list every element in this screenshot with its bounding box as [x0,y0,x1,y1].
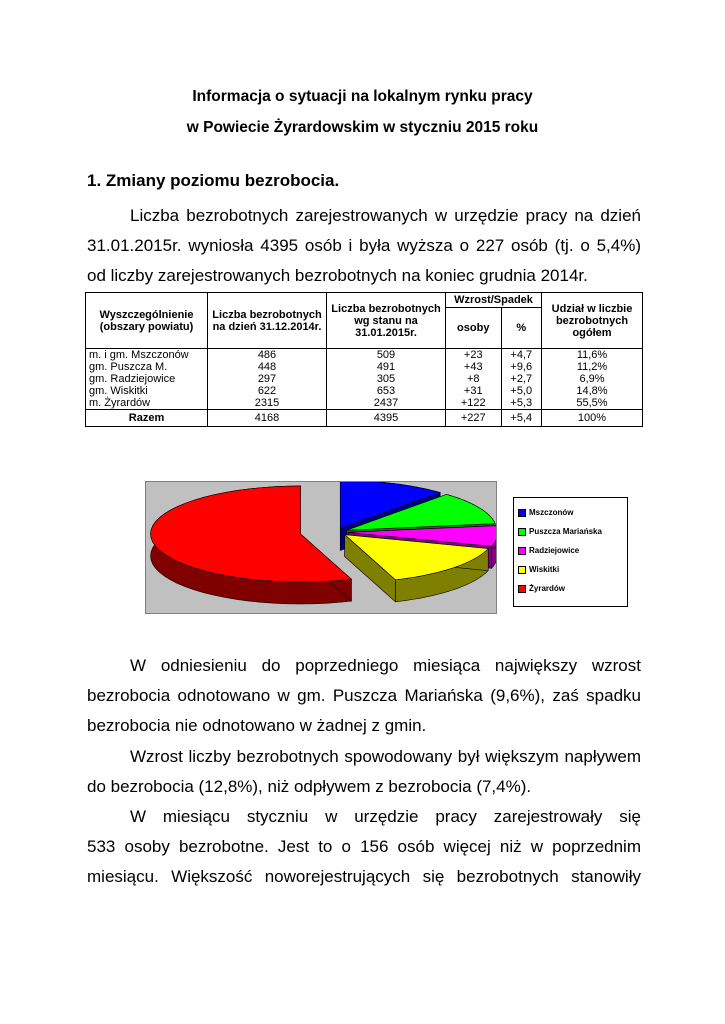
table-row [86,397,643,410]
legend-item [518,584,565,594]
header-change-persons: osoby [446,308,502,349]
cell-share: 55,5% [542,397,643,410]
cell-dec: 448 [208,361,327,373]
cell-pct: +5,0 [501,385,541,397]
cell-dec: 2315 [208,397,327,410]
table-row [86,349,643,362]
legend-swatch [518,585,526,593]
paragraph-4-line: W miesiącu styczniu w urzędzie pracy zarejestrowały się [130,807,641,826]
document-title-line-2: w Powiecie Żyrardowskim w styczniu 2015 roku [186,119,539,136]
cell-area: gm. Wiskitki [86,385,208,397]
paragraph-3 [87,742,641,802]
cell-share: 11,2% [542,361,643,373]
header-area: Wyszczególnienie (obszary powiatu) [86,293,208,349]
paragraph-3-line: Wzrost liczby bezrobotnych spowodowany był większym napływem [130,747,641,766]
total-diff: +227 [446,410,502,427]
table-row [86,373,643,385]
cell-area: gm. Puszcza M. [86,361,208,373]
paragraph-1 [87,201,641,291]
total-pct: +5,4 [501,410,541,427]
cell-share: 14,8% [542,385,643,397]
legend-item [518,565,559,575]
document-title-line-1: Informacja o sytuacji na lokalnym rynku pracy [192,88,533,105]
cell-diff: +43 [446,361,502,373]
table-total-row [86,410,643,427]
table-row [86,385,643,397]
cell-diff: +23 [446,349,502,362]
cell-jan: 491 [327,361,446,373]
legend-label: Puszcza Mariańska [529,527,602,536]
total-share: 100% [542,410,643,427]
cell-share: 11,6% [542,349,643,362]
header-change-percent: % [501,308,541,349]
cell-pct: +4,7 [501,349,541,362]
paragraph-2-line: W odniesieniu do poprzedniego miesiąca największy wzrost [130,656,641,675]
paragraph-2 [87,651,641,741]
cell-diff: +8 [446,373,502,385]
paragraph-1-line: 31.01.2015r. wyniosła 4395 osób i była wyższa o 227 osób (tj. o 5,4%) [87,236,641,255]
paragraph-3-line: do bezrobocia (12,8%), niż odpływem z bezrobocia (7,4%). [87,777,532,796]
legend-item [518,546,579,556]
paragraph-4-line: miesiącu. Większość noworejestrujących się bezrobotnych stanowiły [87,867,641,886]
pie-chart [146,482,496,613]
total-dec: 4168 [208,410,327,427]
total-label: Razem [86,410,208,427]
cell-area: gm. Radziejowice [86,373,208,385]
cell-jan: 509 [327,349,446,362]
unemployment-table [85,292,643,427]
header-jan: Liczba bezrobotnych wg stanu na 31.01.2015r. [327,293,446,349]
cell-pct: +9,6 [501,361,541,373]
legend-label: Mszczonów [529,508,574,517]
total-jan: 4395 [327,410,446,427]
chart-legend [513,497,628,607]
paragraph-2-line: bezrobocia nie odnotowano w żadnej z gmin. [87,716,427,735]
table-row [86,361,643,373]
section-heading: 1. Zmiany poziomu bezrobocia. [87,171,340,190]
cell-diff: +31 [446,385,502,397]
cell-area: m. Żyrardów [86,397,208,410]
legend-swatch [518,566,526,574]
legend-item [518,508,573,518]
legend-swatch [518,509,526,517]
paragraph-4 [87,802,641,892]
cell-dec: 297 [208,373,327,385]
cell-pct: +2,7 [501,373,541,385]
cell-jan: 305 [327,373,446,385]
legend-label: Wiskitki [529,565,560,574]
paragraph-4-line: 533 osoby bezrobotne. Jest to o 156 osób więcej niż w poprzednim [87,837,641,856]
legend-label: Żyrardów [529,584,566,593]
header-share: Udział w liczbie bezrobotnych ogółem [542,293,643,349]
cell-pct: +5,3 [501,397,541,410]
legend-item [518,527,602,537]
cell-share: 6,9% [542,373,643,385]
cell-dec: 622 [208,385,327,397]
cell-diff: +122 [446,397,502,410]
header-dec: Liczba bezrobotnych na dzień 31.12.2014r. [208,293,327,349]
cell-jan: 653 [327,385,446,397]
paragraph-1-line: od liczby zarejestrowanych bezrobotnych na koniec grudnia 2014r. [87,266,588,285]
header-change: Wzrost/Spadek [446,293,542,308]
paragraph-2-line: bezrobocia odnotowano w gm. Puszcza Mariańska (9,6%), zaś spadku [87,686,641,705]
cell-dec: 486 [208,349,327,362]
cell-area: m. i gm. Mszczonów [86,349,208,362]
cell-jan: 2437 [327,397,446,410]
pie-chart-area [145,481,497,614]
paragraph-1-line: Liczba bezrobotnych zarejestrowanych w urzędzie pracy na dzień [130,206,641,225]
legend-label: Radziejowice [529,546,580,555]
legend-swatch [518,528,526,536]
legend-swatch [518,547,526,555]
